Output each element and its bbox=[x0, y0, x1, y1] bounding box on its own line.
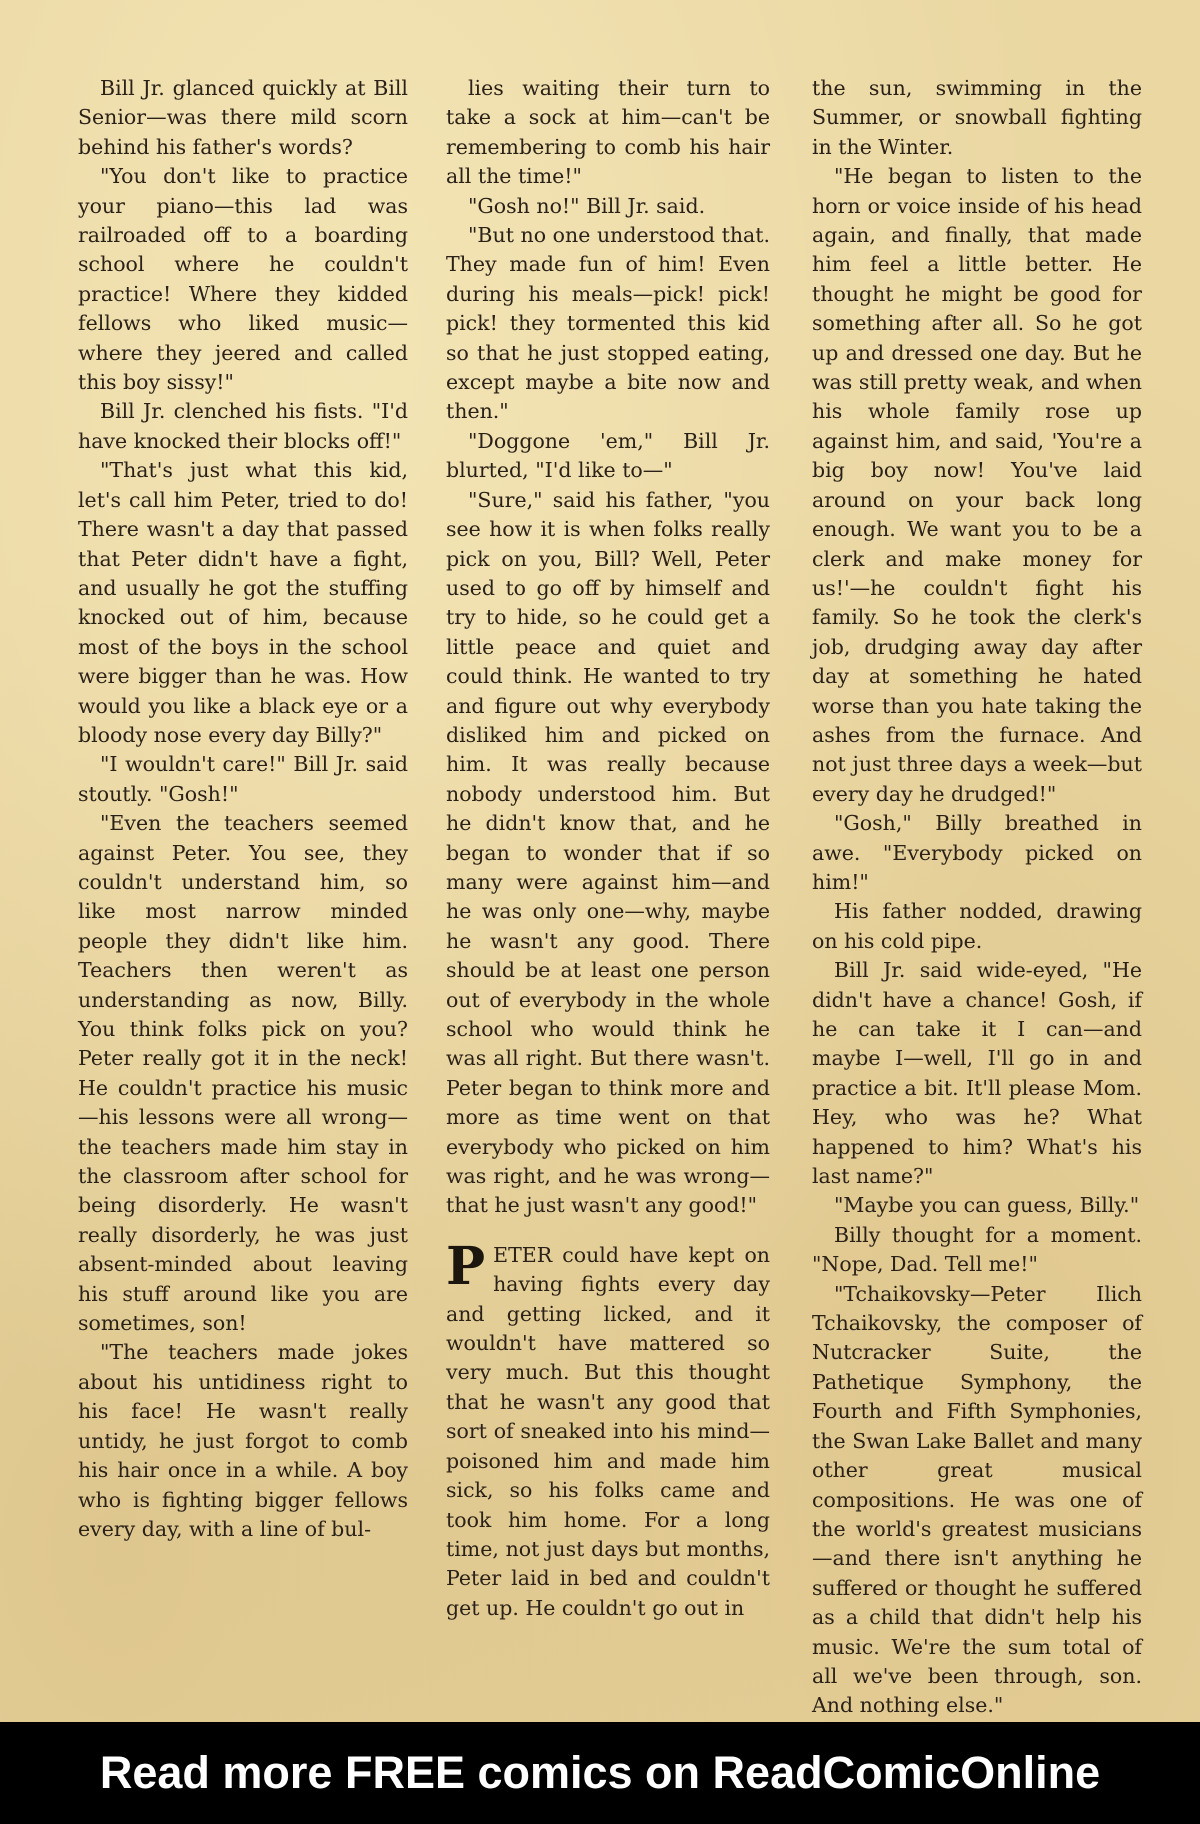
paragraph: "The teachers made jokes about his untidiness right to his face! He wasn't really untidy, he just forgot to comb his hair once in a while. A boy who is fighting bigger fellows every day, with a line of bul- bbox=[78, 1340, 408, 1541]
text-column-left bbox=[78, 74, 408, 1634]
paragraph: His father nodded, drawing on his cold pipe. bbox=[812, 899, 1142, 953]
text-column-right bbox=[812, 74, 1142, 1718]
paragraph: lies waiting their turn to take a sock at him—can't be remembering to comb his hair all the time!" bbox=[446, 76, 770, 189]
drop-cap-letter: P bbox=[446, 1235, 486, 1297]
dropcap-paragraph bbox=[446, 1235, 770, 1623]
paragraph: "Sure," said his father, "you see how it is when folks really pick on you, Bill? Well, Peter used to go off by himself and try to hide, so he could get a little peace and quiet and could think. He wanted to try and figure out why everybody disliked him and picked on him. It was really because nobody understood him. But he didn't know that, and he began to wonder that if so many were against him—and he was only one—why, maybe he wasn't any good. There should be at least one person out of everybody in the whole school who would think he was all right. But there wasn't. Peter began to think more and more as time went on that everybody who picked on him was right, and he was wrong—that he just wasn't any good!" bbox=[446, 487, 770, 1218]
paragraph: "That's just what this kid, let's call him Peter, tried to do! There wasn't a day that passed that Peter didn't have a fight, and usually he got the stuffing knocked out of him, because most of the boys in the school were bigger than he was. How would you like a black eye or a bloody nose every day Billy?" bbox=[78, 458, 408, 747]
paragraph: Bill Jr. said wide-eyed, "He didn't have a chance! Gosh, if he can take it I can—and maybe I—well, I'll go in and practice a bit. It'll please Mom. Hey, who was he? What happened to him? What's his last name?" bbox=[812, 958, 1142, 1189]
paragraph: "He began to listen to the horn or voice inside of his head again, and finally, that made him feel a little better. He thought he might be good for something after all. So he got up and dressed one day. But he was still pretty weak, and when his whole family rose up against him, and said, 'You're a big boy now! You've laid around on your back long enough. We want you to be a clerk and make money for us!'—he couldn't fight his family. So he took the clerk's job, drudging away day after day at something he hated worse than you hate taking the ashes from the furnace. And not just three days a week—but every day he drudged!" bbox=[812, 164, 1142, 806]
promo-footer-banner[interactable] bbox=[0, 1722, 1200, 1824]
paragraph: "But no one understood that. They made fun of him! Even during his meals—pick! pick! pick! they tormented this kid so that he just stopped eating, except maybe a bite now and then." bbox=[446, 223, 770, 424]
paragraph: Bill Jr. clenched his fists. "I'd have knocked their blocks off!" bbox=[78, 399, 408, 453]
paragraph: "You don't like to practice your piano—this lad was railroaded off to a boarding school where he couldn't practice! Where they kidded fellows who liked music—where they jeered and called this boy sissy!" bbox=[78, 164, 408, 395]
promo-footer-text[interactable]: Read more FREE comics on ReadComicOnline bbox=[99, 1747, 1101, 1798]
paragraph: Bill Jr. glanced quickly at Bill Senior—was there mild scorn behind his father's words? bbox=[78, 76, 408, 159]
paragraph: "I wouldn't care!" Bill Jr. said stoutly. "Gosh!" bbox=[78, 752, 408, 806]
paragraph: Billy thought for a moment. "Nope, Dad. Tell me!" bbox=[812, 1222, 1142, 1277]
dropcap-paragraph-text: ETER could have kept on having fights every day and getting licked, and it wouldn't have mattered so very much. But this thought that he wasn't any good that sort of sneaked into his mind—poisoned him and made him sick, so his folks came and took him home. For a long time, not just days but months, Peter laid in bed and couldn't get up. He couldn't go out in bbox=[446, 1242, 770, 1620]
paragraph: "Gosh no!" Bill Jr. said. bbox=[468, 193, 706, 218]
paragraph: the sun, swimming in the Summer, or snowball fighting in the Winter. bbox=[812, 76, 1142, 159]
paragraph: "Gosh," Billy breathed in awe. "Everybody picked on him!" bbox=[812, 811, 1142, 894]
paragraph: "Even the teachers seemed against Peter. You see, they couldn't understand him, so like most narrow minded people they didn't like him. Teachers then weren't as understanding as now, Billy. You think folks pick on you? Peter really got it in the neck! He couldn't practice his music—his lessons were all wrong—the teachers made him stay in the classroom after school for being disorderly. He wasn't really disorderly, he was just absent-minded about leaving his stuff around like you are sometimes, son! bbox=[78, 811, 408, 1336]
paragraph: "Maybe you can guess, Billy." bbox=[834, 1193, 1140, 1218]
paragraph: "Doggone 'em," Bill Jr. blurted, "I'd like to—" bbox=[446, 428, 770, 483]
paragraph: "Tchaikovsky—Peter Ilich Tchaikovsky, the composer of Nutcracker Suite, the Pathetique Symphony, the Fourth and Fifth Symphonies, the Swan Lake Ballet and many other great musical compositions. He was one of the world's greatest musicians—and there isn't anything he suffered or thought he suffered as a child that didn't help his music. We're the sum total of all we've been through, son. And nothing else." bbox=[812, 1281, 1142, 1718]
text-column-middle bbox=[446, 74, 770, 1634]
